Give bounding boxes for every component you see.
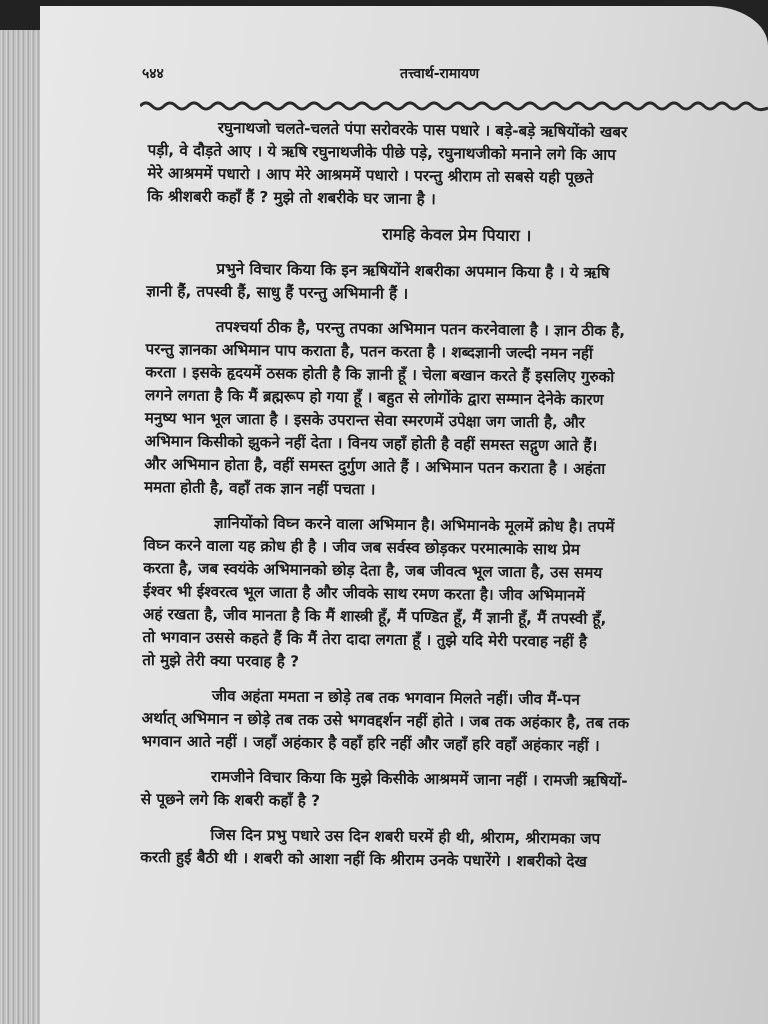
text-line: अभिमान किसीको झुकने नहीं देता । विनय जहाँ होती है वहीं समस्त सद्गुण आते हैं। <box>144 431 598 455</box>
paragraph-1 <box>147 116 768 214</box>
paragraph-6 <box>141 765 761 817</box>
text-line: मेरे आश्रममें पधारो । आप मेरे आश्रममें पधारो । परन्तु श्रीराम तो सबसे यही पूछते <box>147 163 594 187</box>
text-line: अर्थात् अभिमान न छोड़े तब तक उसे भगवद्दर्शन नहीं होते । जब तक अहंकार है, तब तक <box>141 708 630 733</box>
text-line: परन्तु ज्ञानका अभिमान पाप कराता है, पतन करता है । शब्दज्ञानी जल्दी नमन नहीं <box>145 339 593 363</box>
text-line: प्रभुने विचार किया कि इन ऋषियोंने शबरीका अपमान किया है । ये ऋषि <box>216 259 610 282</box>
text-line: पड़ी, वे दौड़ते आए । ये ऋषि रघुनाथजीके पीछे पड़े, रघुनाथजीको मनाने लगे कि आप <box>147 140 616 164</box>
text-line: ईश्वर भी ईश्वरत्व भूल जाता है और जीवके साथ रमण करता है। जीव अभिमानमें <box>142 581 585 605</box>
text-line: अहं रखता है, जीव मानता है कि मैं शास्त्री हूँ, मैं पण्डित हूँ, मैं ज्ञानी हूँ, मैं तपस्वी हूँ, <box>142 604 607 628</box>
text-line: से पूछने लगे कि शबरी कहाँ है ? <box>140 789 321 810</box>
text-line: जीव अहंता ममता न छोड़े तब तक भगवान मिलते नहीं। जीव मैं-पन <box>211 686 580 709</box>
text-line: रघुनाथजो चलते-चलते पंपा सरोवरके पास पधारे । बड़े-बड़े ऋषियोंको खबर <box>217 118 628 142</box>
paragraph-3 <box>144 315 766 505</box>
text-line: रामजीने विचार किया कि मुझे किसीके आश्रममें जाना नहीं । रामजी ऋषियों- <box>210 767 628 791</box>
wavy-rule <box>140 98 768 114</box>
paragraph-5 <box>141 684 762 759</box>
text-line: भगवान आते नहीं । जहाँ अहंकार है वहाँ हरि नहीं और जहाँ हरि वहाँ अहंकार नहीं । <box>141 731 600 755</box>
text-line: मनुष्य भान भूल जाता है । इसके उपरान्त सेवा स्मरणमें उपेक्षा जग जाती है, और <box>144 408 585 432</box>
book-page <box>40 6 768 1024</box>
text-line: तो मुझे तेरी क्या परवाह है ? <box>142 650 300 671</box>
paragraph-7 <box>140 823 760 875</box>
paragraph-2 <box>146 257 766 309</box>
running-head: तत्त्वार्थ-रामायण <box>400 66 480 82</box>
paragraph-4 <box>142 511 764 678</box>
page-number: ५४४ <box>142 66 164 82</box>
text-line: ज्ञानी हैं, तपस्वी हैं, साधु हैं परन्तु अभिमानी हैं । <box>146 281 409 303</box>
text-line: करती हुई बैठी थी । शबरी को आशा नहीं कि श्रीराम उनके पधारेंगे । शबरीको देख <box>140 847 587 871</box>
text-line: और अभिमान होता है, वहीं समस्त दुर्गुण आते हैं । अभिमान पतन कराता है । अहंता <box>144 454 606 478</box>
body-text <box>140 116 768 887</box>
text-line: ज्ञानियोंको विघ्न करने वाला अभिमान है। अभिमानके मूलमें क्रोध है। तपमें <box>213 513 615 536</box>
page-header <box>40 64 768 88</box>
text-line: तो भगवान उससे कहते हैं कि मैं तेरा दादा लगता हूँ । तुझे यदि मेरी परवाह नहीं है <box>142 627 588 651</box>
text-line: ममता होती है, वहाँ तक ज्ञान नहीं पचता । <box>144 477 376 499</box>
text-line: जिस दिन प्रभु पधारे उस दिन शबरी घरमें ही थी, श्रीराम, श्रीरामका जप <box>210 825 601 848</box>
text-line: कि श्रीशबरी कहाँ हैं ? मुझे तो शबरीके घर जाना है । <box>147 186 436 209</box>
centered-verse: रामहि केवल प्रेम पियारा । <box>382 224 532 246</box>
text-line: लगने लगता है कि मैं ब्रह्मरूप हो गया हूँ । बहुत से लोगोंके द्वारा सम्मान देनेके कारण <box>144 385 604 409</box>
text-line: करता है, जब स्वयंके अभिमानको छोड़ देता है, जब जीवत्व भूल जाता है, उस समय <box>143 558 603 582</box>
text-line: विघ्न करने वाला यह क्रोध ही है । जीव जब सर्वस्व छोड़कर परमात्माके साथ प्रेम <box>143 535 580 559</box>
text-line: तपश्चर्या ठीक है, परन्तु तपका अभिमान पतन करनेवाला है । ज्ञान ठीक है, <box>215 317 626 341</box>
text-line: करता । इसके हृदयमें ठसक होती है कि ज्ञानी हूँ । चेला बखान करते हैं इसलिए गुरुको <box>145 362 615 386</box>
